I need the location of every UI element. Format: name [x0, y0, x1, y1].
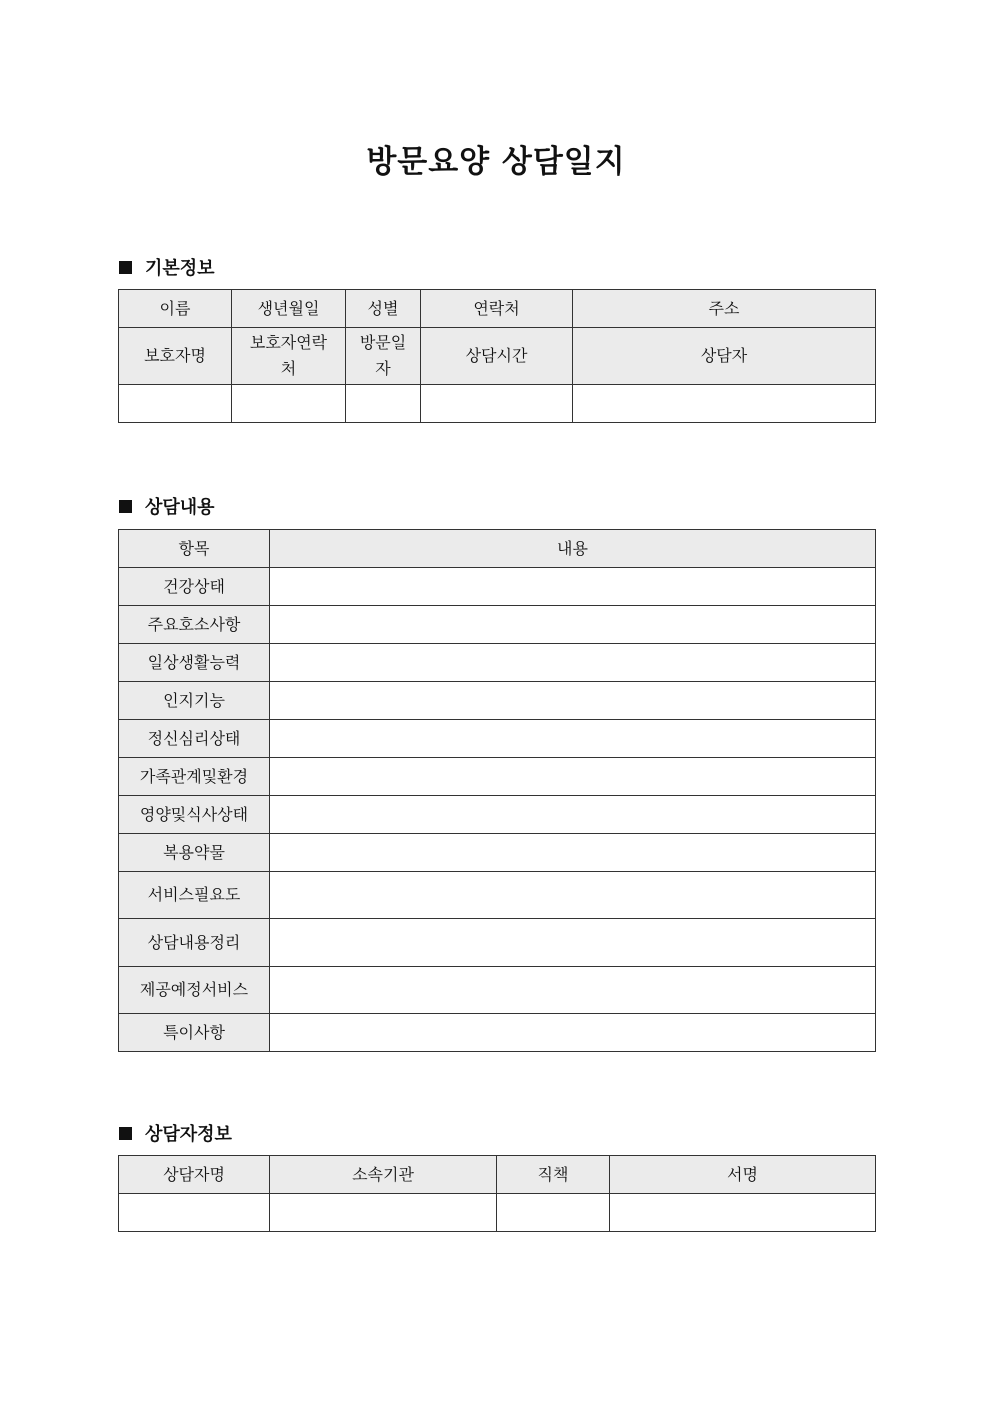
content-input-cell[interactable]	[270, 967, 876, 1014]
table-row	[119, 568, 876, 606]
table-row	[119, 796, 876, 834]
square-bullet-icon	[119, 261, 132, 274]
header-cell-content: 내용	[270, 530, 876, 568]
counseling-content-table	[118, 529, 876, 1052]
input-cell[interactable]	[497, 1194, 610, 1232]
header-cell-visit-date: 방문일 자	[346, 328, 421, 385]
content-input-cell[interactable]	[270, 919, 876, 967]
signature-input-cell[interactable]	[610, 1194, 876, 1232]
document-title: 방문요양 상담일지	[366, 144, 626, 180]
square-bullet-icon	[119, 500, 132, 513]
row-label: 복용약물	[119, 834, 270, 872]
table-input-row	[119, 385, 876, 423]
table-row	[119, 834, 876, 872]
row-label: 건강상태	[119, 568, 270, 606]
header-cell-item: 항목	[119, 530, 270, 568]
table-row	[119, 1014, 876, 1052]
row-label: 정신심리상태	[119, 720, 270, 758]
header-cell-address: 주소	[573, 290, 876, 328]
section-heading-basic	[119, 254, 215, 280]
header-cell-signature: 서명	[610, 1156, 876, 1194]
content-input-cell[interactable]	[270, 1014, 876, 1052]
content-input-cell[interactable]	[270, 834, 876, 872]
content-input-cell[interactable]	[270, 606, 876, 644]
row-label: 특이사항	[119, 1014, 270, 1052]
table-input-row	[119, 1194, 876, 1232]
square-bullet-icon	[119, 1127, 132, 1140]
header-cell-counselor-name: 상담자명	[119, 1156, 270, 1194]
table-row	[119, 606, 876, 644]
section-heading-label: 상담내용	[145, 497, 215, 518]
row-label: 가족관계및환경	[119, 758, 270, 796]
row-label: 서비스필요도	[119, 872, 270, 919]
table-row	[119, 967, 876, 1014]
table-row	[119, 720, 876, 758]
row-label: 일상생활능력	[119, 644, 270, 682]
input-cell[interactable]	[270, 1194, 497, 1232]
content-input-cell[interactable]	[270, 644, 876, 682]
header-cell-counsel-time: 상담시간	[421, 328, 573, 385]
content-input-cell[interactable]	[270, 872, 876, 919]
header-cell-counselor: 상담자	[573, 328, 876, 385]
content-input-cell[interactable]	[270, 720, 876, 758]
table-header-row	[119, 530, 876, 568]
row-label: 영양및식사상태	[119, 796, 270, 834]
section-heading-counselor	[119, 1120, 232, 1146]
input-cell[interactable]	[346, 385, 421, 423]
table-header-row	[119, 290, 876, 328]
row-label: 주요호소사항	[119, 606, 270, 644]
header-cell-guardian-name: 보호자명	[119, 328, 232, 385]
input-cell[interactable]	[232, 385, 346, 423]
table-row	[119, 682, 876, 720]
row-label: 인지기능	[119, 682, 270, 720]
table-header-row	[119, 328, 876, 385]
header-cell-organization: 소속기관	[270, 1156, 497, 1194]
table-row	[119, 758, 876, 796]
input-cell[interactable]	[573, 385, 876, 423]
content-input-cell[interactable]	[270, 682, 876, 720]
section-heading-label: 기본정보	[145, 258, 215, 279]
table-row	[119, 644, 876, 682]
counselor-info-table	[118, 1155, 876, 1232]
row-label: 제공예정서비스	[119, 967, 270, 1014]
input-cell[interactable]	[421, 385, 573, 423]
table-row	[119, 919, 876, 967]
row-label: 상담내용정리	[119, 919, 270, 967]
header-cell-position: 직책	[497, 1156, 610, 1194]
content-input-cell[interactable]	[270, 568, 876, 606]
header-cell-guardian-contact: 보호자연락 처	[232, 328, 346, 385]
content-input-cell[interactable]	[270, 796, 876, 834]
basic-info-table	[118, 289, 876, 423]
table-row	[119, 872, 876, 919]
input-cell[interactable]	[119, 1194, 270, 1232]
header-cell-gender: 성별	[346, 290, 421, 328]
header-cell-birthdate: 생년월일	[232, 290, 346, 328]
header-cell-contact: 연락처	[421, 290, 573, 328]
section-heading-label: 상담자정보	[145, 1124, 232, 1145]
content-input-cell[interactable]	[270, 758, 876, 796]
header-cell-name: 이름	[119, 290, 232, 328]
input-cell[interactable]	[119, 385, 232, 423]
section-heading-content	[119, 493, 215, 519]
table-header-row	[119, 1156, 876, 1194]
